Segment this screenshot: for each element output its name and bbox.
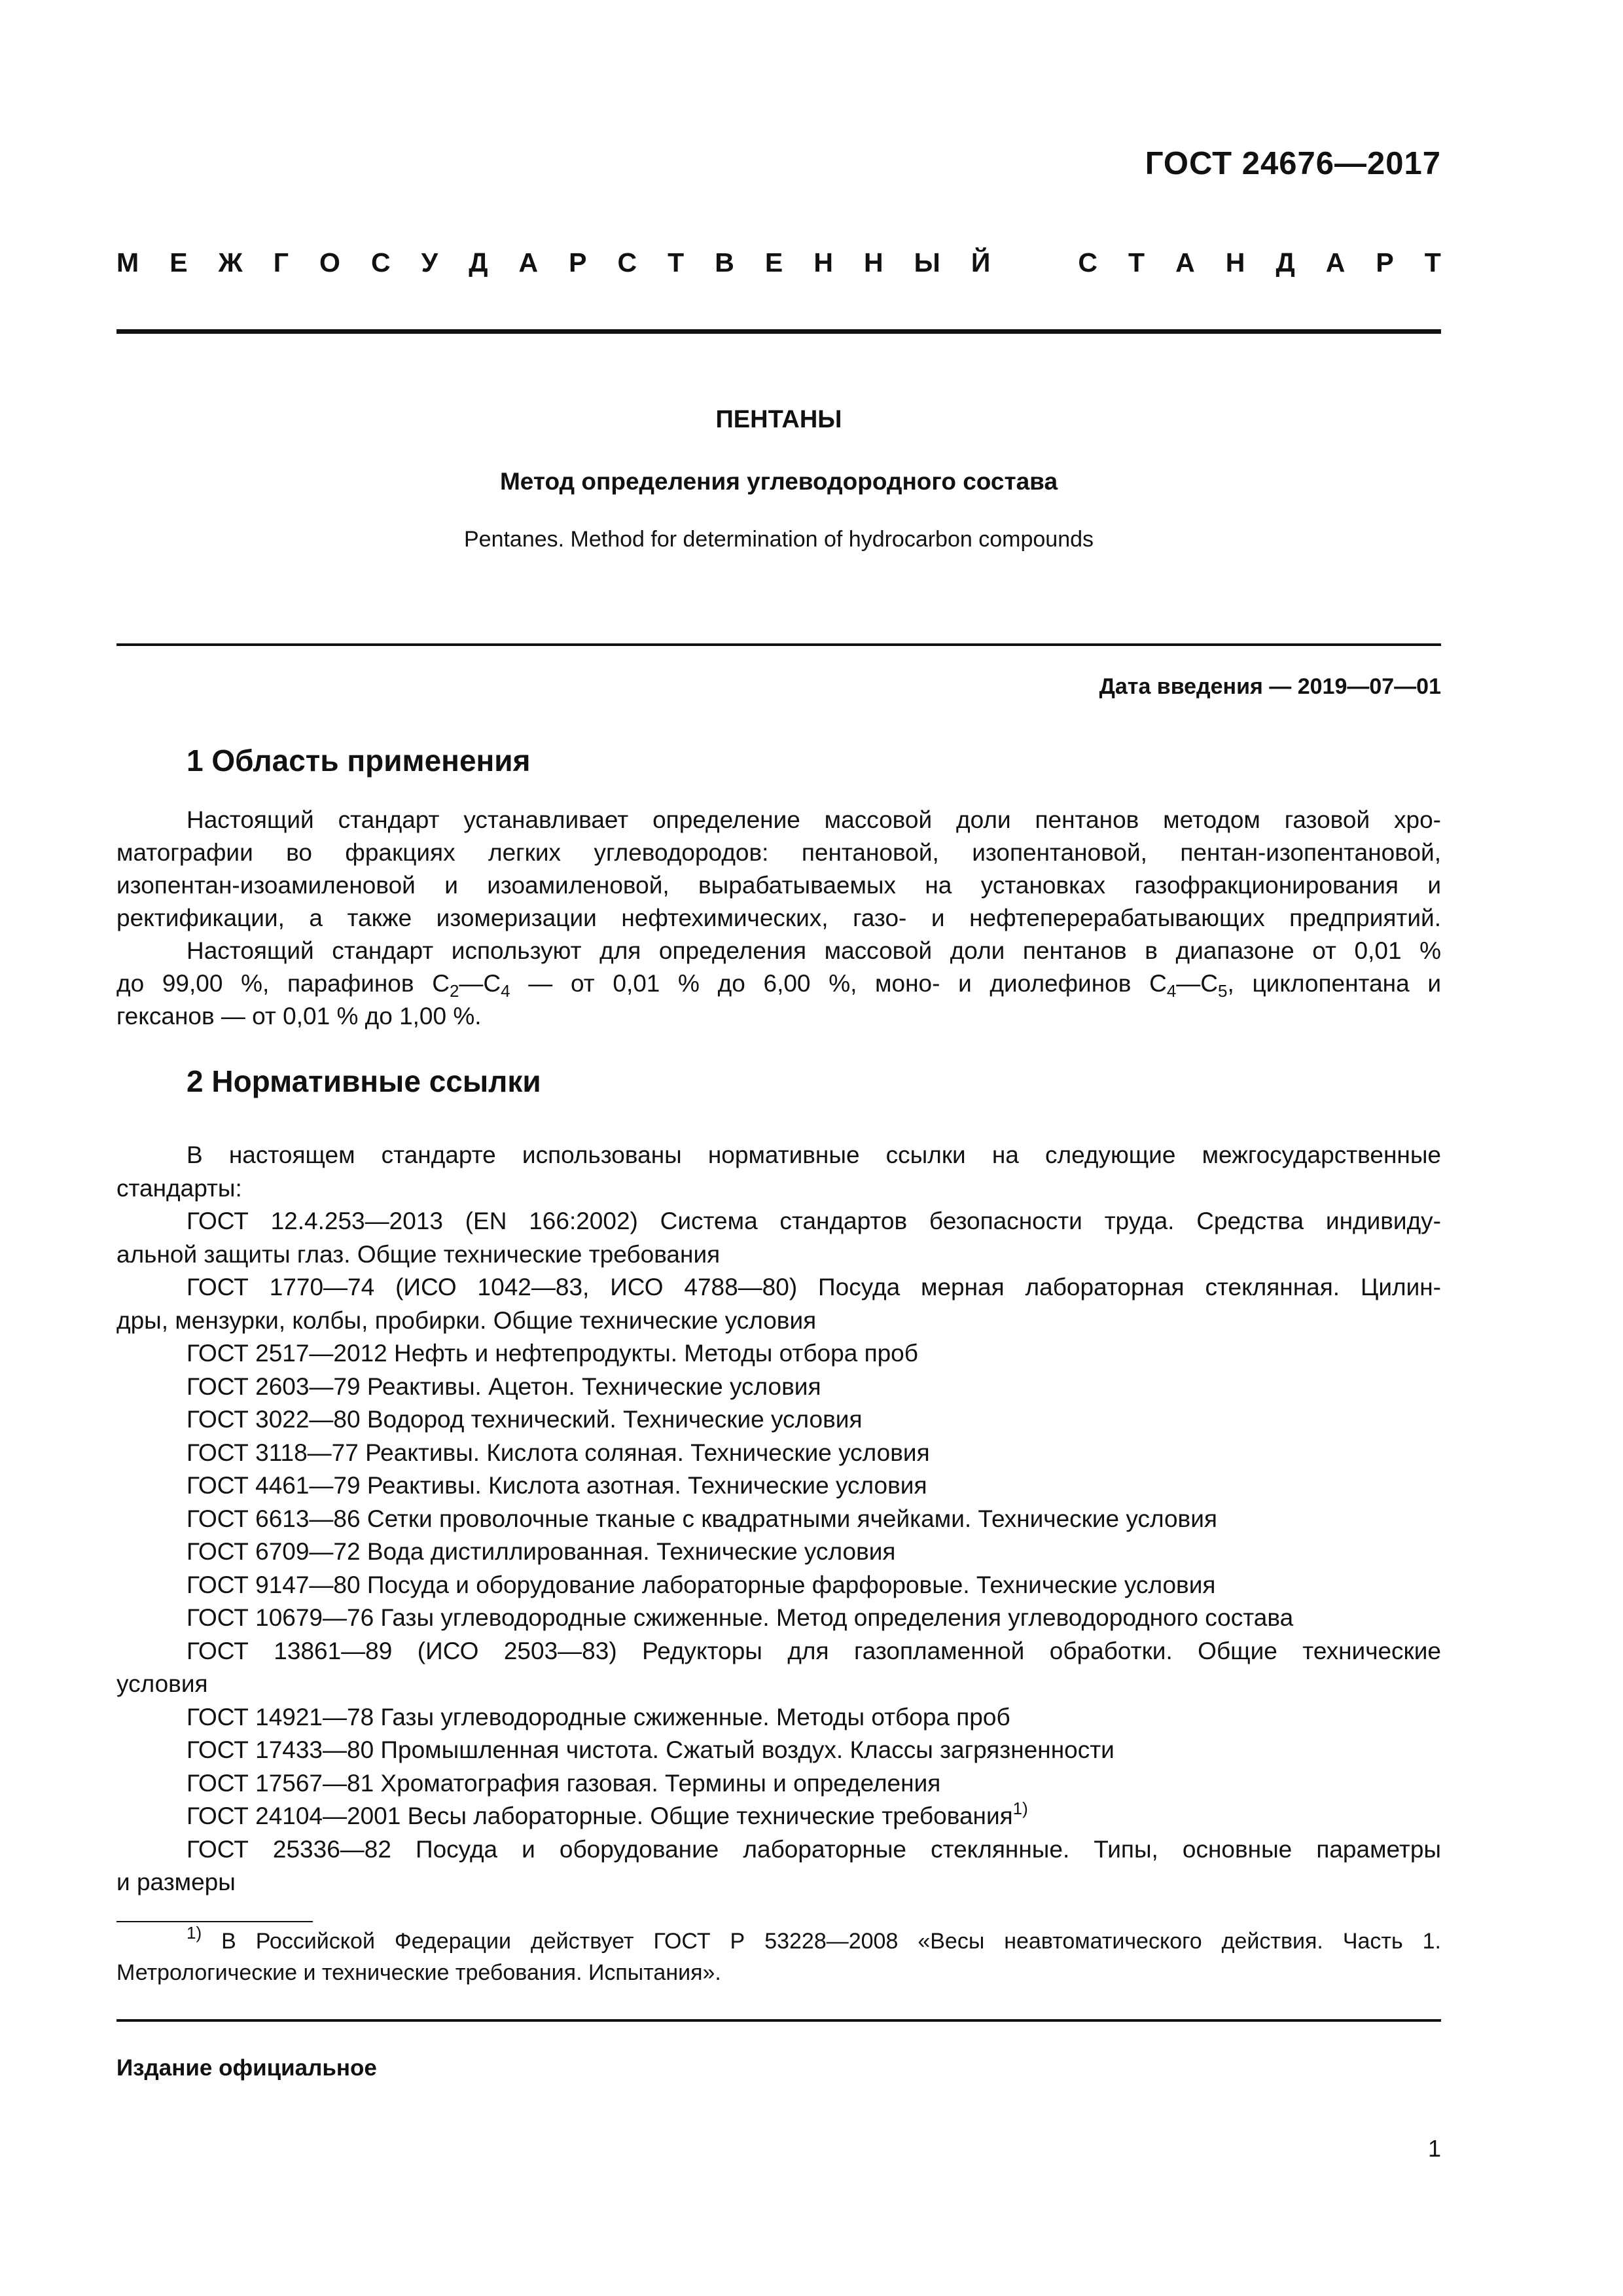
footer-rule bbox=[116, 2019, 1441, 2022]
category-letter: А bbox=[1325, 247, 1346, 278]
subscript: 2 bbox=[449, 981, 459, 1001]
category-word-gap bbox=[1021, 247, 1047, 278]
reference-item: ГОСТ 4461—79 Реактивы. Кислота азотная. Технические условия bbox=[187, 1472, 927, 1499]
text-line: В настоящем стандарте использованы нормативные ссылки на следующие межгосударственные bbox=[187, 1141, 1441, 1168]
text-fragment: ГОСТ 24104—2001 Весы лабораторные. Общие технические требования bbox=[187, 1803, 1013, 1829]
reference-item: ГОСТ 3118—77 Реактивы. Кислота соляная. Технические условия bbox=[187, 1439, 930, 1466]
subscript: 4 bbox=[1166, 981, 1177, 1001]
category-letter: Д bbox=[469, 247, 488, 278]
category-letter: Н bbox=[863, 247, 883, 278]
reference-item: ГОСТ 14921—78 Газы углеводородные сжиженные. Методы отбора проб bbox=[187, 1703, 1010, 1731]
text-line: матографии во фракциях легких углеводородов: пентановой, изопентановой, пентан-изопентановой, bbox=[116, 839, 1441, 866]
page-number: 1 bbox=[1427, 2135, 1441, 2162]
intro-date: Дата введения — 2019—07—01 bbox=[1099, 674, 1441, 699]
footnote-marker: 1) bbox=[1012, 1799, 1028, 1818]
title-rule bbox=[116, 643, 1441, 646]
footnote bbox=[116, 1923, 1441, 1988]
text-fragment: —С bbox=[459, 970, 501, 997]
category-letter: Ж bbox=[218, 247, 243, 278]
reference-item: ГОСТ 10679—76 Газы углеводородные сжиженные. Метод определения углеводородного состава bbox=[187, 1604, 1294, 1631]
reference-item: ГОСТ 2603—79 Реактивы. Ацетон. Технические условия bbox=[187, 1372, 821, 1400]
header-rule bbox=[116, 329, 1441, 334]
category-letter: Е bbox=[169, 247, 188, 278]
category-letter: Д bbox=[1275, 247, 1295, 278]
category-letter: Ы bbox=[914, 247, 940, 278]
reference-item: ГОСТ 2517—2012 Нефть и нефтепродукты. Методы отбора проб bbox=[187, 1340, 918, 1367]
reference-item: ГОСТ 13861—89 (ИСО 2503—83) Редукторы для газопламенной обработки. Общие технические bbox=[187, 1637, 1441, 1664]
category-letter: Р bbox=[1376, 247, 1394, 278]
category-letter: А bbox=[1175, 247, 1195, 278]
category-letter: Е bbox=[764, 247, 783, 278]
text-fragment: —С bbox=[1176, 970, 1219, 997]
text-line: гексанов — от 0,01 % до 1,00 %. bbox=[116, 1003, 482, 1030]
footnote-line: Метрологические и технические требования. Испытания». bbox=[116, 1960, 721, 1985]
reference-item: ГОСТ 17433—80 Промышленная чистота. Сжатый воздух. Классы загрязненности bbox=[187, 1736, 1115, 1763]
category-letter: Н bbox=[1225, 247, 1245, 278]
category-letter: Т bbox=[1128, 247, 1145, 278]
category-letter: У bbox=[421, 247, 438, 278]
category-letter: Й bbox=[971, 247, 991, 278]
category-letter: Т bbox=[668, 247, 685, 278]
official-edition-label: Издание официальное bbox=[116, 2055, 377, 2081]
reference-item-with-footnote bbox=[116, 1800, 1441, 1833]
reference-item-cont: условия bbox=[116, 1670, 208, 1697]
reference-item: ГОСТ 12.4.253—2013 (EN 166:2002) Система стандартов безопасности труда. Средства индивиду- bbox=[187, 1208, 1441, 1234]
reference-item: ГОСТ 6613—86 Сетки проволочные тканые с квадратными ячейками. Технические условия bbox=[187, 1505, 1217, 1532]
category-letter: А bbox=[518, 247, 539, 278]
category-letter: О bbox=[319, 247, 340, 278]
text-line: Настоящий стандарт используют для определения массовой доли пентанов в диапазоне от 0,01 % bbox=[187, 937, 1441, 964]
text-fragment: — от 0,01 % до 6,00 %, моно- и диолефинов С bbox=[510, 970, 1167, 997]
category-letter: Т bbox=[1424, 247, 1441, 278]
section-1-paragraph-1 bbox=[116, 804, 1441, 1033]
reference-item: ГОСТ 25336—82 Посуда и оборудование лабораторные стеклянные. Типы, основные параметры bbox=[187, 1835, 1441, 1863]
category-line bbox=[116, 247, 1441, 278]
category-letter: Г bbox=[273, 247, 289, 278]
section-2-heading: 2 Нормативные ссылки bbox=[187, 1064, 541, 1098]
document-subtitle: Метод определения углеводородного состава bbox=[499, 468, 1058, 495]
subscript: 5 bbox=[1218, 981, 1228, 1001]
document-page bbox=[116, 0, 1441, 2296]
footnote-separator bbox=[116, 1921, 313, 1922]
document-title-english: Pentanes. Method for determination of hydrocarbon compounds bbox=[463, 527, 1094, 552]
reference-item: ГОСТ 1770—74 (ИСО 1042—83, ИСО 4788—80) Посуда мерная лабораторная стеклянная. Цилин- bbox=[187, 1274, 1441, 1300]
text-line: Настоящий стандарт устанавливает определение массовой доли пентанов методом газовой хро- bbox=[187, 806, 1441, 833]
reference-item: ГОСТ 17567—81 Хроматография газовая. Термины и определения bbox=[187, 1769, 941, 1797]
document-title: ПЕНТАНЫ bbox=[715, 406, 842, 433]
category-letter: С bbox=[1078, 247, 1097, 278]
text-fragment: , циклопентана и bbox=[1227, 970, 1442, 997]
gost-number: ГОСТ 24676—2017 bbox=[1145, 146, 1441, 181]
text-fragment: В Российской Федерации действует ГОСТ Р 53228—2008 «Весы неавтоматического действия. Часть 1. bbox=[202, 1929, 1441, 1954]
category-letter: Р bbox=[569, 247, 587, 278]
footnote-marker: 1) bbox=[187, 1923, 202, 1943]
category-letter: Н bbox=[813, 247, 833, 278]
text-line-with-formulas bbox=[116, 967, 1441, 1000]
category-letter: М bbox=[116, 247, 139, 278]
category-letter: С bbox=[370, 247, 391, 278]
reference-item-cont: дры, мензурки, колбы, пробирки. Общие технические условия bbox=[116, 1306, 817, 1334]
subscript: 4 bbox=[501, 981, 510, 1001]
reference-item-cont: и размеры bbox=[116, 1869, 236, 1895]
text-line: изопентан-изоамиленовой и изоамиленовой, вырабатываемых на установках газофракционирования и bbox=[116, 872, 1441, 899]
reference-item: ГОСТ 9147—80 Посуда и оборудование лабораторные фарфоровые. Технические условия bbox=[187, 1571, 1216, 1598]
normative-references bbox=[116, 1139, 1441, 1899]
reference-item-cont: альной защиты глаз. Общие технические требования bbox=[116, 1240, 721, 1268]
reference-item: ГОСТ 6709—72 Вода дистиллированная. Технические условия bbox=[187, 1538, 896, 1565]
footnote-line bbox=[116, 1923, 1441, 1957]
section-1-heading: 1 Область применения bbox=[187, 744, 531, 778]
reference-item: ГОСТ 3022—80 Водород технический. Технические условия bbox=[187, 1406, 863, 1433]
category-letter: В bbox=[715, 247, 734, 278]
text-fragment: до 99,00 %, парафинов С bbox=[116, 970, 450, 997]
text-line: ректификации, а также изомеризации нефтехимических, газо- и нефтеперерабатывающих предприятий. bbox=[116, 905, 1441, 931]
text-line: стандарты: bbox=[116, 1174, 242, 1202]
category-letter: С bbox=[617, 247, 637, 278]
